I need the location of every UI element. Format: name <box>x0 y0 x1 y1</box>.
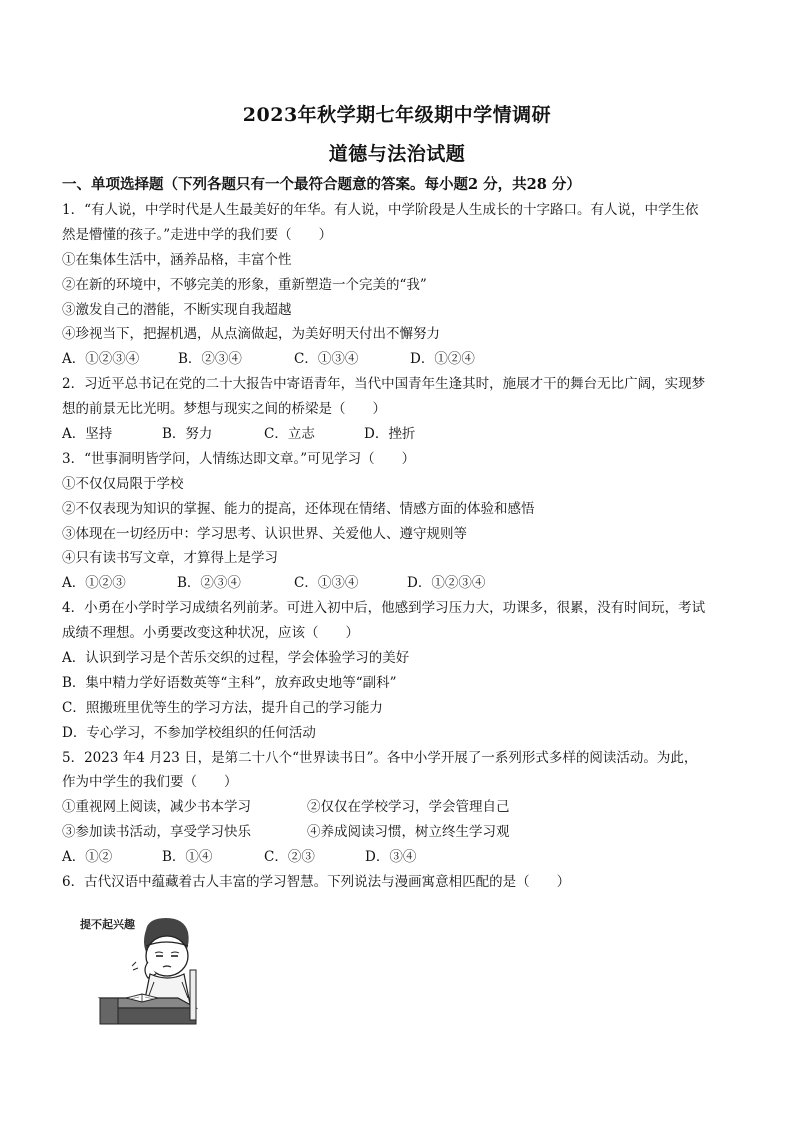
question-1 <box>62 198 742 372</box>
question-3 <box>62 447 742 596</box>
question-stem: 2．习近平总书记在党的二十大报告中寄语青年，当代中国青年生逢其时，施展才干的舞台无比广阔，实现梦 <box>62 376 706 393</box>
cartoon-boy-bored-icon <box>78 912 228 1032</box>
answer-options <box>62 347 742 372</box>
option-b: B．②③④ <box>178 351 242 368</box>
question-list <box>62 198 742 895</box>
statement: ②不仅表现为知识的掌握、能力的提高，还体现在情绪、情感方面的体验和感悟 <box>62 500 535 517</box>
question-stem: 5．2023 年4 月23 日，是第二十八个“世界读书日”。各中小学开展了一系列形式多样的阅读活动。为此， <box>62 749 698 766</box>
question-stem: 1．“有人说，中学时代是人生最美好的年华。有人说，中学阶段是人生成长的十字路口。有人说，中学生依 <box>62 202 699 218</box>
statement: ③参加读书活动，享受学习快乐 <box>62 824 251 841</box>
option-c: C．①③④ <box>294 575 359 592</box>
option-c: C．②③ <box>264 849 315 866</box>
statement: ④养成阅读习惯，树立终生学习观 <box>307 824 510 841</box>
cartoon-caption: 提不起兴趣 <box>80 918 135 931</box>
option-d: D．挫折 <box>364 426 416 443</box>
statement: ②在新的环境中，不够完美的形象，重新塑造一个完美的“我” <box>62 276 427 293</box>
statement-pair <box>62 795 742 820</box>
statement: ③体现在一切经历中：学习思考、认识世界、关爱他人、遵守规则等 <box>62 525 467 542</box>
section-heading: 一、单项选择题（下列各题只有一个最符合题意的答案。每小题2 分，共28 分） <box>62 176 581 193</box>
answer-options <box>62 571 742 596</box>
option-d: D．①②③④ <box>407 575 486 592</box>
question-stem: 3．“世事洞明皆学问，人情练达即文章。”可见学习（ ） <box>62 450 416 467</box>
option-b: B．①④ <box>162 849 213 866</box>
statement: ①重视网上阅读，减少书本学习 <box>62 799 251 816</box>
cartoon-image <box>78 912 228 1032</box>
option-a: A．①②③ <box>62 575 126 592</box>
statement: ①在集体生活中，涵养品格，丰富个性 <box>62 251 292 268</box>
question-stem: 成绩不理想。小勇要改变这种状况，应该（ ） <box>62 625 359 642</box>
question-stem: 4．小勇在小学时学习成绩名列前茅。可进入初中后，他感到学习压力大，功课多，很累，没有时间玩，考试 <box>62 600 706 617</box>
option-d: D．专心学习，不参加学校组织的任何活动 <box>62 724 316 741</box>
exam-title: 2023年秋学期七年级期中学情调研 <box>242 104 552 126</box>
answer-options <box>62 422 742 447</box>
option-a: A．①②③④ <box>62 351 140 368</box>
question-6 <box>62 870 742 895</box>
question-5 <box>62 746 742 870</box>
statement: ②仅仅在学校学习，学会管理自己 <box>307 799 510 816</box>
option-a: A．认识到学习是个苦乐交织的过程，学会体验学习的美好 <box>62 650 410 667</box>
question-stem: 想的前景无比光明。梦想与现实之间的桥梁是（ ） <box>62 401 386 418</box>
option-a: A．①② <box>62 849 113 866</box>
exam-subject: 道德与法治试题 <box>328 143 466 165</box>
statement: ④只有读书写文章，才算得上是学习 <box>62 550 278 567</box>
question-stem: 6．古代汉语中蕴藏着古人丰富的学习智慧。下列说法与漫画寓意相匹配的是（ ） <box>62 874 571 891</box>
option-a: A．坚持 <box>62 426 113 443</box>
answer-options <box>62 845 742 870</box>
option-c: C．立志 <box>264 426 315 443</box>
question-stem: 作为中学生的我们要（ ） <box>62 774 238 791</box>
statement: ③激发自己的潜能，不断实现自我超越 <box>62 301 292 318</box>
option-d: D．①②④ <box>410 351 475 368</box>
option-d: D．③④ <box>365 849 417 866</box>
question-4 <box>62 596 742 745</box>
statement: ④珍视当下，把握机遇，从点滴做起，为美好明天付出不懈努力 <box>62 326 440 343</box>
option-b: B．努力 <box>162 426 213 443</box>
option-c: C．①③④ <box>294 351 359 368</box>
statement-pair <box>62 820 742 845</box>
question-stem: 然是懵懂的孩子。”走进中学的我们要（ ） <box>62 226 333 243</box>
option-b: B．②③④ <box>177 575 241 592</box>
option-c: C．照搬班里优等生的学习方法，提升自己的学习能力 <box>62 699 383 716</box>
option-b: B．集中精力学好语数英等“主科”，放弃政史地等“副科” <box>62 674 397 691</box>
question-2 <box>62 372 742 447</box>
statement: ①不仅仅局限于学校 <box>62 475 184 492</box>
